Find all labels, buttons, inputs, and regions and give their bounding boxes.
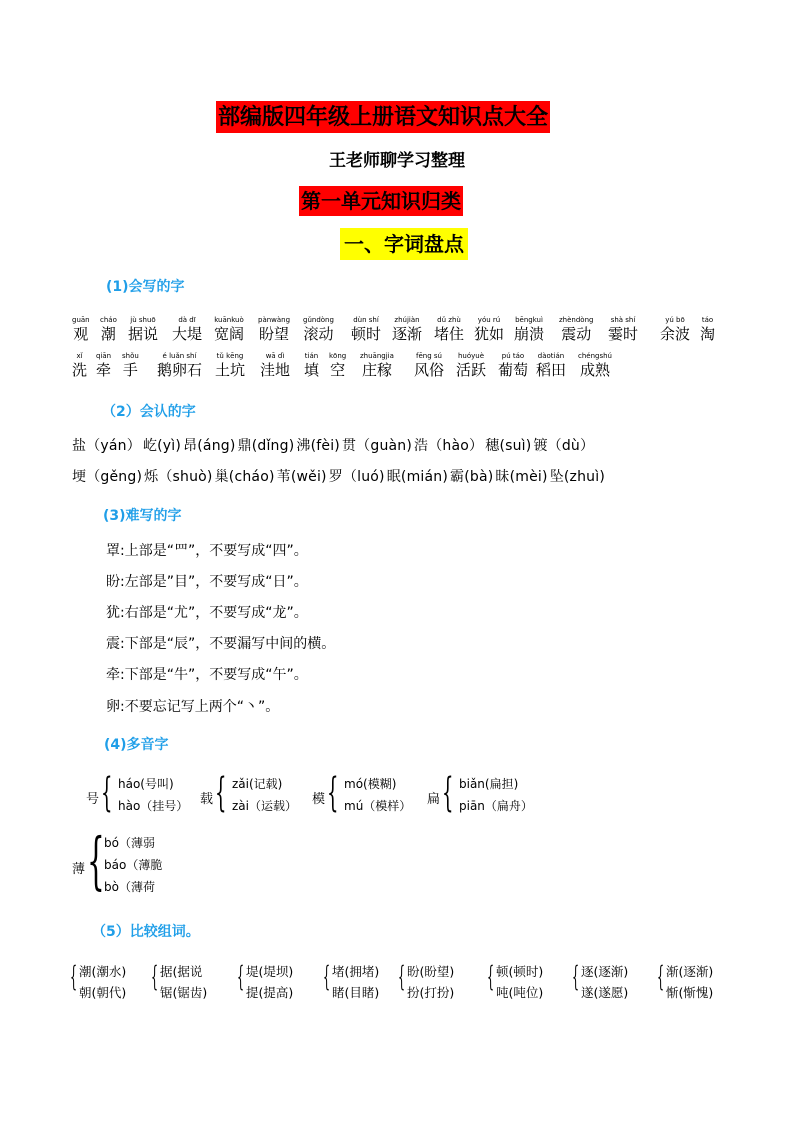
compare-word: 盼(盼望) xyxy=(407,964,455,979)
pinyin-word xyxy=(474,316,504,344)
pinyin-text: shà shí xyxy=(610,316,636,324)
hanzi-text: 淘 xyxy=(700,325,716,343)
recognize-char: 罗（luó) xyxy=(328,469,385,485)
hanzi-text: 宽阔 xyxy=(214,325,245,343)
recognize-char: 屹(yì) xyxy=(142,438,182,454)
pinyin-word xyxy=(72,316,90,344)
pinyin-text: dàotián xyxy=(537,352,565,360)
recognize-char: 贯（guàn) xyxy=(341,438,413,454)
main-title: 部编版四年级上册语文知识点大全 xyxy=(216,101,550,133)
hanzi-text: 牵 xyxy=(96,361,112,379)
compare-word: 堤(堤坝) xyxy=(246,964,294,979)
hanzi-text: 洼地 xyxy=(260,361,291,379)
hanzi-text: 犹如 xyxy=(474,325,505,343)
pinyin-word xyxy=(578,352,612,380)
hanzi-text: 余波 xyxy=(660,325,691,343)
polyphone-reading: biǎn(扁担) xyxy=(459,777,519,791)
recognize-char: 巢(cháo) xyxy=(214,469,275,485)
pinyin-text: kōng xyxy=(329,352,347,360)
recognize-char: 昧(mèi) xyxy=(495,469,548,485)
compare-word: 提(提高) xyxy=(246,985,294,1000)
unit-title: 第一单元知识归类 xyxy=(299,186,463,216)
compare-word: 渐(逐渐) xyxy=(666,964,714,979)
pinyin-word xyxy=(72,352,87,380)
pinyin-text: dǔ zhù xyxy=(437,316,461,324)
polyphone-char: 号 xyxy=(86,792,100,807)
recognize-char: 昂(áng) xyxy=(183,438,236,454)
pinyin-word xyxy=(351,316,381,344)
hard-char-note: 卵:不要忘记写上两个“丶”。 xyxy=(106,699,280,715)
pinyin-text: pú táo xyxy=(501,352,525,360)
pinyin-text: cháo xyxy=(100,316,117,324)
pinyin-word xyxy=(260,352,290,380)
recognize-chars-row-1 xyxy=(72,435,596,455)
left-brace-icon: { xyxy=(215,770,227,816)
polyphone-char: 薄 xyxy=(72,862,86,877)
compare-word: 据(据说 xyxy=(160,964,203,979)
pinyin-word xyxy=(660,316,690,344)
hanzi-text: 填 xyxy=(304,361,320,379)
polyphone-reading: háo(号叫) xyxy=(118,777,174,791)
left-brace-icon: { xyxy=(657,960,665,993)
pinyin-word xyxy=(392,316,422,344)
pinyin-word xyxy=(514,316,544,344)
hanzi-text: 庄稼 xyxy=(361,361,392,379)
left-brace-icon: { xyxy=(572,960,580,993)
left-brace-icon: { xyxy=(487,960,495,993)
hard-char-note: 罩:上部是“罒”，不要写成“四”。 xyxy=(106,543,308,559)
pinyin-word xyxy=(434,316,464,344)
pinyin-word xyxy=(96,352,111,380)
recognize-char: 浩（hào） xyxy=(414,438,484,454)
polyphone-char: 模 xyxy=(312,792,326,807)
pinyin-word xyxy=(215,352,245,380)
pinyin-text: é luǎn shí xyxy=(162,352,197,360)
hanzi-text: 鹅卵石 xyxy=(157,361,203,379)
pinyin-word xyxy=(100,316,117,344)
pinyin-text: jù shuō xyxy=(130,316,156,324)
left-brace-icon: { xyxy=(323,960,331,993)
pinyin-word xyxy=(304,352,319,380)
polyphone-reading: bó（薄弱 xyxy=(104,836,155,850)
pinyin-word xyxy=(122,352,139,380)
compare-word: 潮(潮水) xyxy=(79,964,127,979)
compare-word: 惭(惭愧) xyxy=(666,985,714,1000)
pinyin-text: kuānkuò xyxy=(214,316,244,324)
heading-hard-chars: (3)难写的字 xyxy=(103,508,182,524)
pinyin-word xyxy=(608,316,638,344)
pinyin-word xyxy=(700,316,715,344)
compare-word: 朝(朝代) xyxy=(79,985,127,1000)
pinyin-word xyxy=(536,352,566,380)
polyphone-reading: zài（运载） xyxy=(232,799,297,813)
pinyin-word xyxy=(498,352,528,380)
hard-char-note: 震:下部是“辰”，不要漏写中间的横。 xyxy=(106,636,336,652)
polyphone-reading: bò（薄荷 xyxy=(104,880,155,894)
hanzi-text: 活跃 xyxy=(456,361,487,379)
hanzi-text: 逐渐 xyxy=(392,325,423,343)
recognize-char: 穗(suì) xyxy=(485,438,532,454)
pinyin-word xyxy=(128,316,158,344)
pinyin-word xyxy=(456,352,486,380)
pinyin-word xyxy=(329,352,346,380)
polyphone-char: 载 xyxy=(200,792,214,807)
polyphone-reading: hào（挂号） xyxy=(118,799,189,813)
pinyin-word xyxy=(172,316,202,344)
recognize-chars-row-2 xyxy=(72,466,607,486)
hanzi-text: 洗 xyxy=(72,361,88,379)
compare-word: 堵(拥堵) xyxy=(332,964,380,979)
hanzi-text: 潮 xyxy=(100,325,116,343)
hanzi-text: 手 xyxy=(122,361,138,379)
recognize-char: 霸(bà) xyxy=(450,469,494,485)
left-brace-icon: { xyxy=(151,960,159,993)
pinyin-text: xǐ xyxy=(76,352,83,360)
pinyin-word xyxy=(414,352,444,380)
pinyin-text: zhèndòng xyxy=(559,316,594,324)
heading-recognize-chars: （2）会认的字 xyxy=(102,404,196,420)
compare-word: 锯(锯齿) xyxy=(160,985,208,1000)
recognize-char: 埂（gěng) xyxy=(72,469,143,485)
hard-char-note: 犹:右部是“尤”，不要写成“龙”。 xyxy=(106,605,308,621)
recognize-char: 沸(fèi) xyxy=(296,438,340,454)
section-title: 一、字词盘点 xyxy=(340,228,468,260)
left-brace-icon: { xyxy=(442,770,454,816)
pinyin-text: zhújiàn xyxy=(394,316,420,324)
pinyin-text: táo xyxy=(701,316,714,324)
pinyin-text: huóyuè xyxy=(457,352,485,360)
hanzi-text: 震动 xyxy=(561,325,592,343)
pinyin-text: dùn shí xyxy=(353,316,379,324)
compare-word: 睹(目睹) xyxy=(332,985,380,1000)
hanzi-text: 观 xyxy=(73,325,89,343)
left-brace-icon: { xyxy=(237,960,245,993)
hanzi-text: 成熟 xyxy=(579,361,610,379)
polyphone-reading: piān（扁舟） xyxy=(459,799,533,813)
polyphone-reading: mú（模样） xyxy=(344,799,412,813)
hard-char-note: 盼:左部是”目”，不要写成“日”。 xyxy=(106,574,308,590)
pinyin-word xyxy=(559,316,593,344)
hard-char-note: 牵:下部是“牛”，不要写成“午”。 xyxy=(106,667,308,683)
hanzi-text: 大堤 xyxy=(172,325,203,343)
pinyin-word xyxy=(360,352,394,380)
pinyin-text: zhuāngjia xyxy=(360,352,394,360)
compare-word: 扮(打扮) xyxy=(407,985,455,1000)
subtitle: 王老师聊学习整理 xyxy=(329,151,465,171)
compare-word: 遂(遂愿) xyxy=(581,985,629,1000)
recognize-char: 眠(mián) xyxy=(386,469,449,485)
recognize-char: 烁（shuò) xyxy=(144,469,213,485)
pinyin-text: wā dì xyxy=(265,352,285,360)
pinyin-text: pànwàng xyxy=(258,316,291,324)
pinyin-word xyxy=(258,316,290,344)
left-brace-icon: { xyxy=(87,824,105,897)
recognize-char: 苇(wěi) xyxy=(276,469,327,485)
polyphone-reading: mó(模糊) xyxy=(344,777,397,791)
pinyin-text: gǔndòng xyxy=(303,316,334,324)
hanzi-text: 土坑 xyxy=(215,361,246,379)
recognize-char: 坠(zhuì) xyxy=(549,469,605,485)
pinyin-text: fēng sú xyxy=(416,352,442,360)
compare-word: 逐(逐渐) xyxy=(581,964,629,979)
hanzi-text: 崩溃 xyxy=(514,325,545,343)
recognize-char: 盐（yán） xyxy=(72,438,141,454)
hanzi-text: 顿时 xyxy=(351,325,382,343)
recognize-char: 镀（dù） xyxy=(533,438,595,454)
hanzi-text: 空 xyxy=(330,361,346,379)
polyphone-reading: báo（薄脆 xyxy=(104,858,163,872)
recognize-char: 鼎(dǐng) xyxy=(237,438,295,454)
hanzi-text: 风俗 xyxy=(414,361,445,379)
hanzi-text: 葡萄 xyxy=(498,361,529,379)
left-brace-icon: { xyxy=(101,770,113,816)
pinyin-text: shǒu xyxy=(122,352,139,360)
heading-polyphones: (4)多音字 xyxy=(104,737,169,753)
hanzi-text: 盼望 xyxy=(259,325,290,343)
pinyin-text: dà dī xyxy=(178,316,196,324)
hanzi-text: 霎时 xyxy=(608,325,639,343)
polyphone-char: 扁 xyxy=(427,792,441,807)
hanzi-text: 堵住 xyxy=(434,325,465,343)
pinyin-text: bēngkuì xyxy=(515,316,543,324)
compare-word: 顿(顿时) xyxy=(496,964,544,979)
heading-compare-words: （5）比较组词。 xyxy=(92,924,200,940)
left-brace-icon: { xyxy=(398,960,406,993)
left-brace-icon: { xyxy=(327,770,339,816)
pinyin-word xyxy=(157,352,202,380)
polyphone-reading: zǎi(记载) xyxy=(232,777,283,791)
hanzi-text: 稻田 xyxy=(536,361,567,379)
pinyin-text: yóu rú xyxy=(477,316,501,324)
heading-write-chars: (1)会写的字 xyxy=(106,279,185,295)
compare-word: 吨(吨位) xyxy=(496,985,544,1000)
hanzi-text: 据说 xyxy=(128,325,159,343)
pinyin-text: guān xyxy=(72,316,90,324)
pinyin-text: tǔ kēng xyxy=(216,352,244,360)
pinyin-text: qiān xyxy=(96,352,112,360)
pinyin-text: yú bō xyxy=(665,316,685,324)
pinyin-word xyxy=(303,316,334,344)
pinyin-text: tián xyxy=(304,352,319,360)
left-brace-icon: { xyxy=(70,960,78,993)
pinyin-word xyxy=(214,316,244,344)
hanzi-text: 滚动 xyxy=(303,325,334,343)
pinyin-text: chéngshú xyxy=(578,352,612,360)
